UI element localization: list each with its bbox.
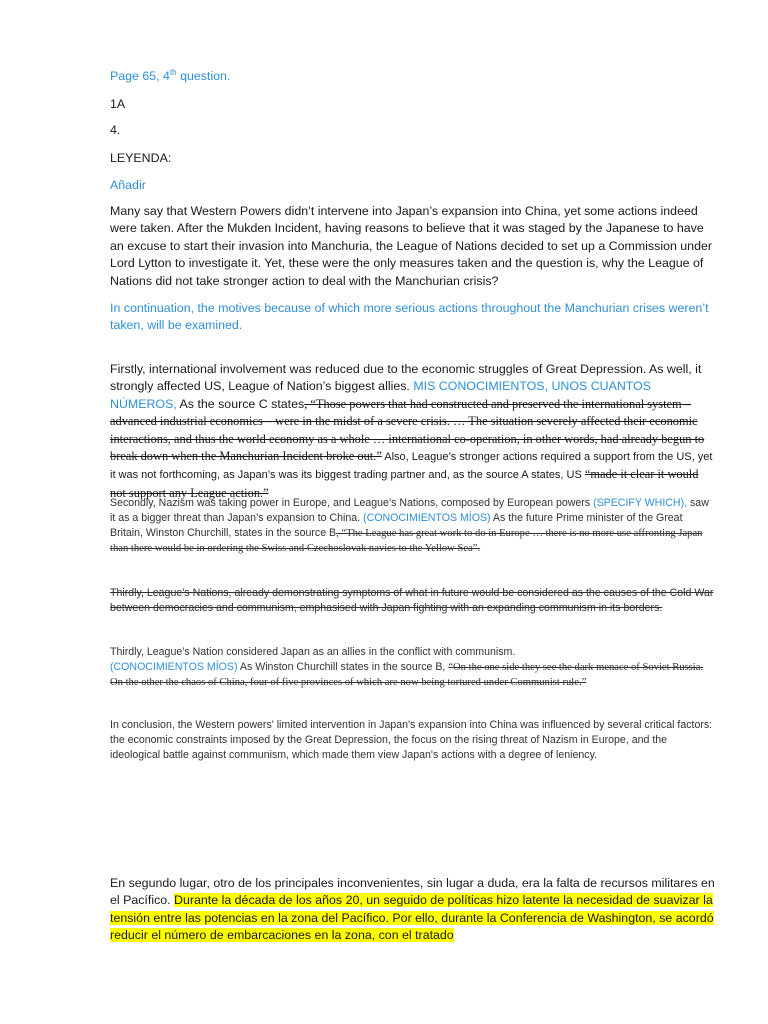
legend-label: LEYENDA: bbox=[110, 151, 172, 165]
struck-quote-source-a: “made it clear it would not support any League action.” bbox=[110, 467, 699, 500]
struck-quote-source-c: , “Those powers that had constructed and preserved the international system – advanced industrial economics – were in the midst of a severe crisis. … The situation severely affected their economic interactions, and thus the world economy as a whole … international co-operation, in other words, had already begun to break down when the Manchurian Incident broke out.” bbox=[110, 396, 705, 464]
paragraph-first: Firstly, international involvement was reduced due to the economic struggles of Great Depression. As well, it strongly affected US, League of Nation’s biggest allies. MIS CONOCIMIENTOS, UNOS CUANTOS NÚMEROS, As the source C states, “Those powers that had constructed and preserved the international system – advanced industrial economics – were in the midst of a severe crisis. … The situation severely affected their economic interactions, and thus the world economy as a whole … international co-operation, in other words, had already begun to break down when the Manchurian Incident broke out.” Also, League’s stronger actions required a support from the US, yet it was not forthcoming, as Japan’s was its biggest trading partner and, as the source A states, US “made it clear it would not support any League action.” bbox=[110, 362, 713, 500]
intro-paragraph: Many say that Western Powers didn’t intervene into Japan’s expansion into China, yet some actions indeed were taken. After the Mukden Incident, having reasons to believe that it was staged by the Japanese to have an excuse to start their invasion into Manchuria, the League of Nations decided to set up a Commission under Lord Lytton to investigate it. Yet, these were the only measures taken and the question is, why the League of Nations did not take stronger action to deal with the Manchurian crisis? bbox=[110, 204, 712, 288]
paragraph-third: Thirdly, League’s Nation considered Japan as an allies in the conflict with communism. (CONOCIMIENTOS MÍOS) As Winston Churchill states in the source B, “On the one side they see the dark menace of Soviet Russia. On the other the chaos of China, four of five provinces of which are now being tortured under Communist rule.” bbox=[110, 646, 704, 688]
note-conocimientos-mios: (CONOCIMIENTOS MÍOS) bbox=[363, 512, 491, 524]
paragraph-conclusion: In conclusion, the Western powers' limited intervention in Japan's expansion into China was influenced by several critical factors: the economic constraints imposed by the Great Depression, the focus on the rising threat of Nazism in Europe, and the ideological battle against communism, which made them view Japan's actions with a degree of leniency. bbox=[110, 719, 713, 761]
label-1a: 1A bbox=[110, 97, 126, 111]
paragraph-second: Secondly, Nazism was taking power in Europe, and League’s Nations, composed by European powers (SPECIFY WHICH), saw it as a bigger threat than Japan’s expansion to China. (CONOCIMIENTOS MÍOS) As the future Prime minister of the Great Britain, Winston Churchill, states in the source B, “The League has great work to do in Europe … there is no more use affronting Japan than there would be in ordering the Swiss and Czechoslovak navies to the Yellow Sea”. bbox=[110, 497, 709, 554]
struck-quote-churchill: “On the one side they see the dark menace of Soviet Russia. On the other the chaos of China, four of five provinces of which are now being tortured under Communist rule.” bbox=[110, 662, 704, 688]
paragraph-spanish: En segundo lugar, otro de los principales inconvenientes, sin lugar a duda, era la falta de recursos militares en el Pacífico. Durante la década de los años 20, un seguido de políticas hizo latente la necesidad de suavizar la tensión entre las potencias en la zona del Pacífico. Por ello, durante la Conferencia de Washington, se acordó reducir el número de embarcaciones en la zona, con el tratado bbox=[110, 876, 715, 943]
label-4: 4. bbox=[110, 123, 121, 137]
highlighted-text: Durante la década de los años 20, un seguido de políticas hizo latente la necesidad de suavizar la tensión entre las potencias en la zona del Pacífico. Por ello, durante la Conferencia de Washington, se acordó reducir el número de embarcaciones en la zona, con el tratado bbox=[110, 893, 714, 943]
note-mis-conocimientos: MIS CONOCIMIENTOS, UNOS CUANTOS NÚMEROS, bbox=[110, 379, 652, 411]
continuation-note: In continuation, the motives because of which more serious actions throughout the Manchurian crises weren’t taken, will be examined. bbox=[110, 301, 709, 333]
struck-quote-source-b: , “The League has great work to do in Europe … there is no more use affronting Japan than there would be in ordering the Swiss and Czechoslovak navies to the Yellow Sea”. bbox=[110, 528, 703, 554]
paragraph-third-struck: Thirdly, League’s Nations, already demonstrating symptoms of what in future would be considered as the causes of the Cold War between democracies and communism, emphasised with Japan fighting with an expanding communism in its borders. bbox=[110, 587, 714, 614]
page-heading: Page 65, 4th question. bbox=[110, 67, 231, 83]
add-note: Añadir bbox=[110, 178, 146, 192]
note-conocimientos-mios-2: (CONOCIMIENTOS MÍOS) bbox=[110, 661, 238, 673]
note-specify-which: (SPECIFY WHICH), bbox=[593, 497, 688, 509]
